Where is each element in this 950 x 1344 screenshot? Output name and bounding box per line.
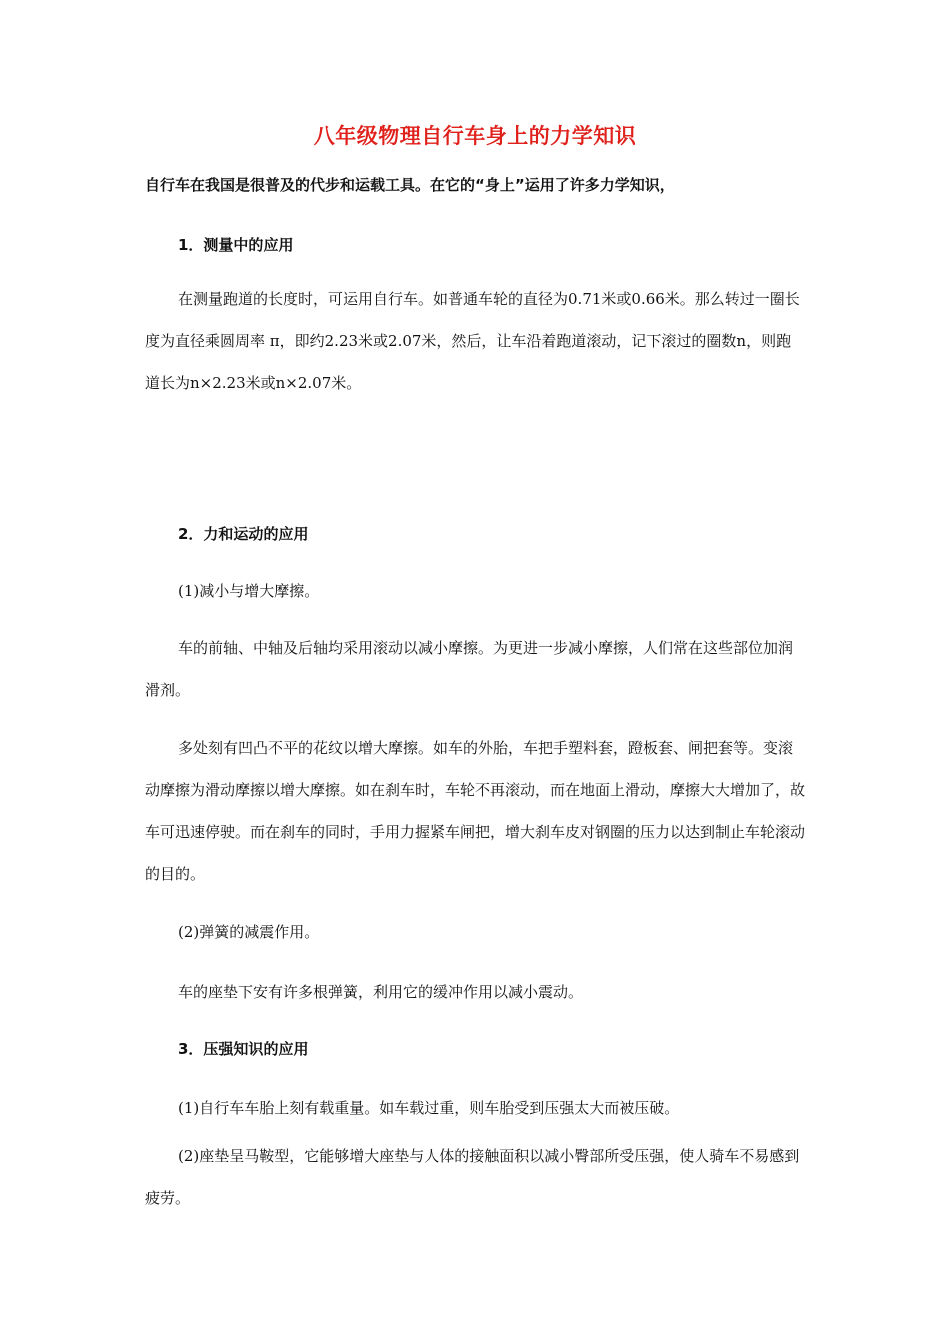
section-1-heading: 1．测量中的应用 (178, 236, 294, 254)
section-2-paragraph-3: 车的座垫下安有许多根弹簧，利用它的缓冲作用以减小震动。 (178, 983, 584, 1001)
section-2-paragraph-2: 多处刻有凹凸不平的花纹以增大摩擦。如车的外胎，车把手塑料套，蹬板套、闸把套等。变滚动摩擦为滑动摩擦以增大摩擦。如在刹车时，车轮不再滚动，而在地面上滑动，摩擦大大增加了，故车可迅速停驶。而在刹车的同时，手用力握紧车闸把，增大刹车皮对钢圈的压力以达到制止车轮滚动的目的。 (145, 739, 806, 883)
section-2-heading: 2．力和运动的应用 (178, 525, 309, 543)
document-title: 八年级物理自行车身上的力学知识 (313, 124, 637, 148)
intro-text: 自行车在我国是很普及的代步和运载工具。在它的“身上”运用了许多力学知识， (145, 176, 675, 194)
section-2-subheading-1: (1)减小与增大摩擦。 (178, 582, 320, 600)
section-2-paragraph-1: 车的前轴、中轴及后轴均采用滚动以减小摩擦。为更进一步减小摩擦，人们常在这些部位加润滑剂。 (145, 639, 794, 699)
section-3-paragraph-2: (2)座垫呈马鞍型，它能够增大座垫与人体的接触面积以减小臀部所受压强，使人骑车不易感到疲劳。 (145, 1147, 800, 1207)
section-1-paragraph: 在测量跑道的长度时，可运用自行车。如普通车轮的直径为0.71米或0.66米。那么转过一圈长度为直径乘圆周率 π，即约2.23米或2.07米，然后，让车沿着跑道滚动，记下滚过的圈数n，则跑道长为n×2.23米或n×2.07米。 (145, 290, 800, 392)
section-3-heading: 3．压强知识的应用 (178, 1040, 309, 1058)
section-2-subheading-2: (2)弹簧的减震作用。 (178, 923, 320, 941)
section-3-paragraph-1: (1)自行车车胎上刻有载重量。如车载过重，则车胎受到压强太大而被压破。 (178, 1099, 680, 1117)
